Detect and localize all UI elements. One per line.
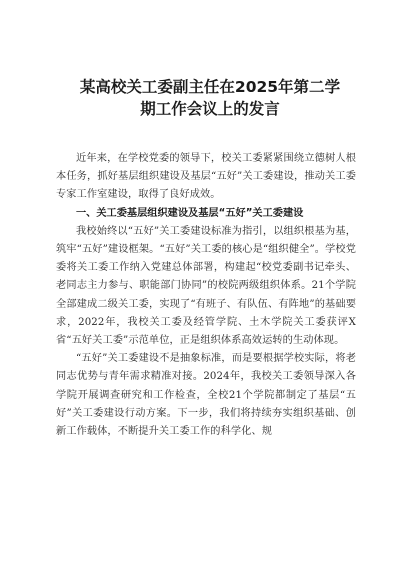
document-body <box>56 150 356 441</box>
body-paragraph: 我校始终以“五好”关工委建设标准为指引，以组织根基为基，筑牢“五好”建设框架。“五好”关工委的核心是“组织健全”。学校党委将关工委工作纳入党建总体部署，构建起“校党委副书记牵头、老同志主力参与、职能部门协同”的校院两级组织体系。21个学院全部建成二级关工委，实现了“有班子、有队伍、有阵地”的基础要求，2022年，我校关工委及经管学院、土木学院关工委获评X省“五好关工委”示范单位，正是组织体系高效运转的生动体现。 <box>56 225 356 347</box>
section-heading: 一、关工委基层组织建设及基层“五好”关工委建设 <box>76 207 304 219</box>
intro-paragraph: 近年来，在学校党委的领导下，校关工委紧紧围绕立德树人根本任务，抓好基层组织建设及基层“五好”关工委建设，推动关工委专家工作室建设，取得了良好成效。 <box>56 153 356 201</box>
body-paragraph: “五好”关工委建设不是抽象标准，而是要根据学校实际，将老同志优势与青年需求精准对接。2024年，我校关工委领导深入各学院开展调查研究和工作检查，全校21个学院都制定了基层“五好”关工委建设行动方案。下一步，我们将持续夯实组织基础、创新工作载体，不断提升关工委工作的科学化、规 <box>56 353 356 438</box>
title-line-1: 某高校关工委副主任在2025年第二学 <box>79 78 341 96</box>
document-title <box>60 76 360 120</box>
title-line-2: 期工作会议上的发言 <box>140 100 280 118</box>
